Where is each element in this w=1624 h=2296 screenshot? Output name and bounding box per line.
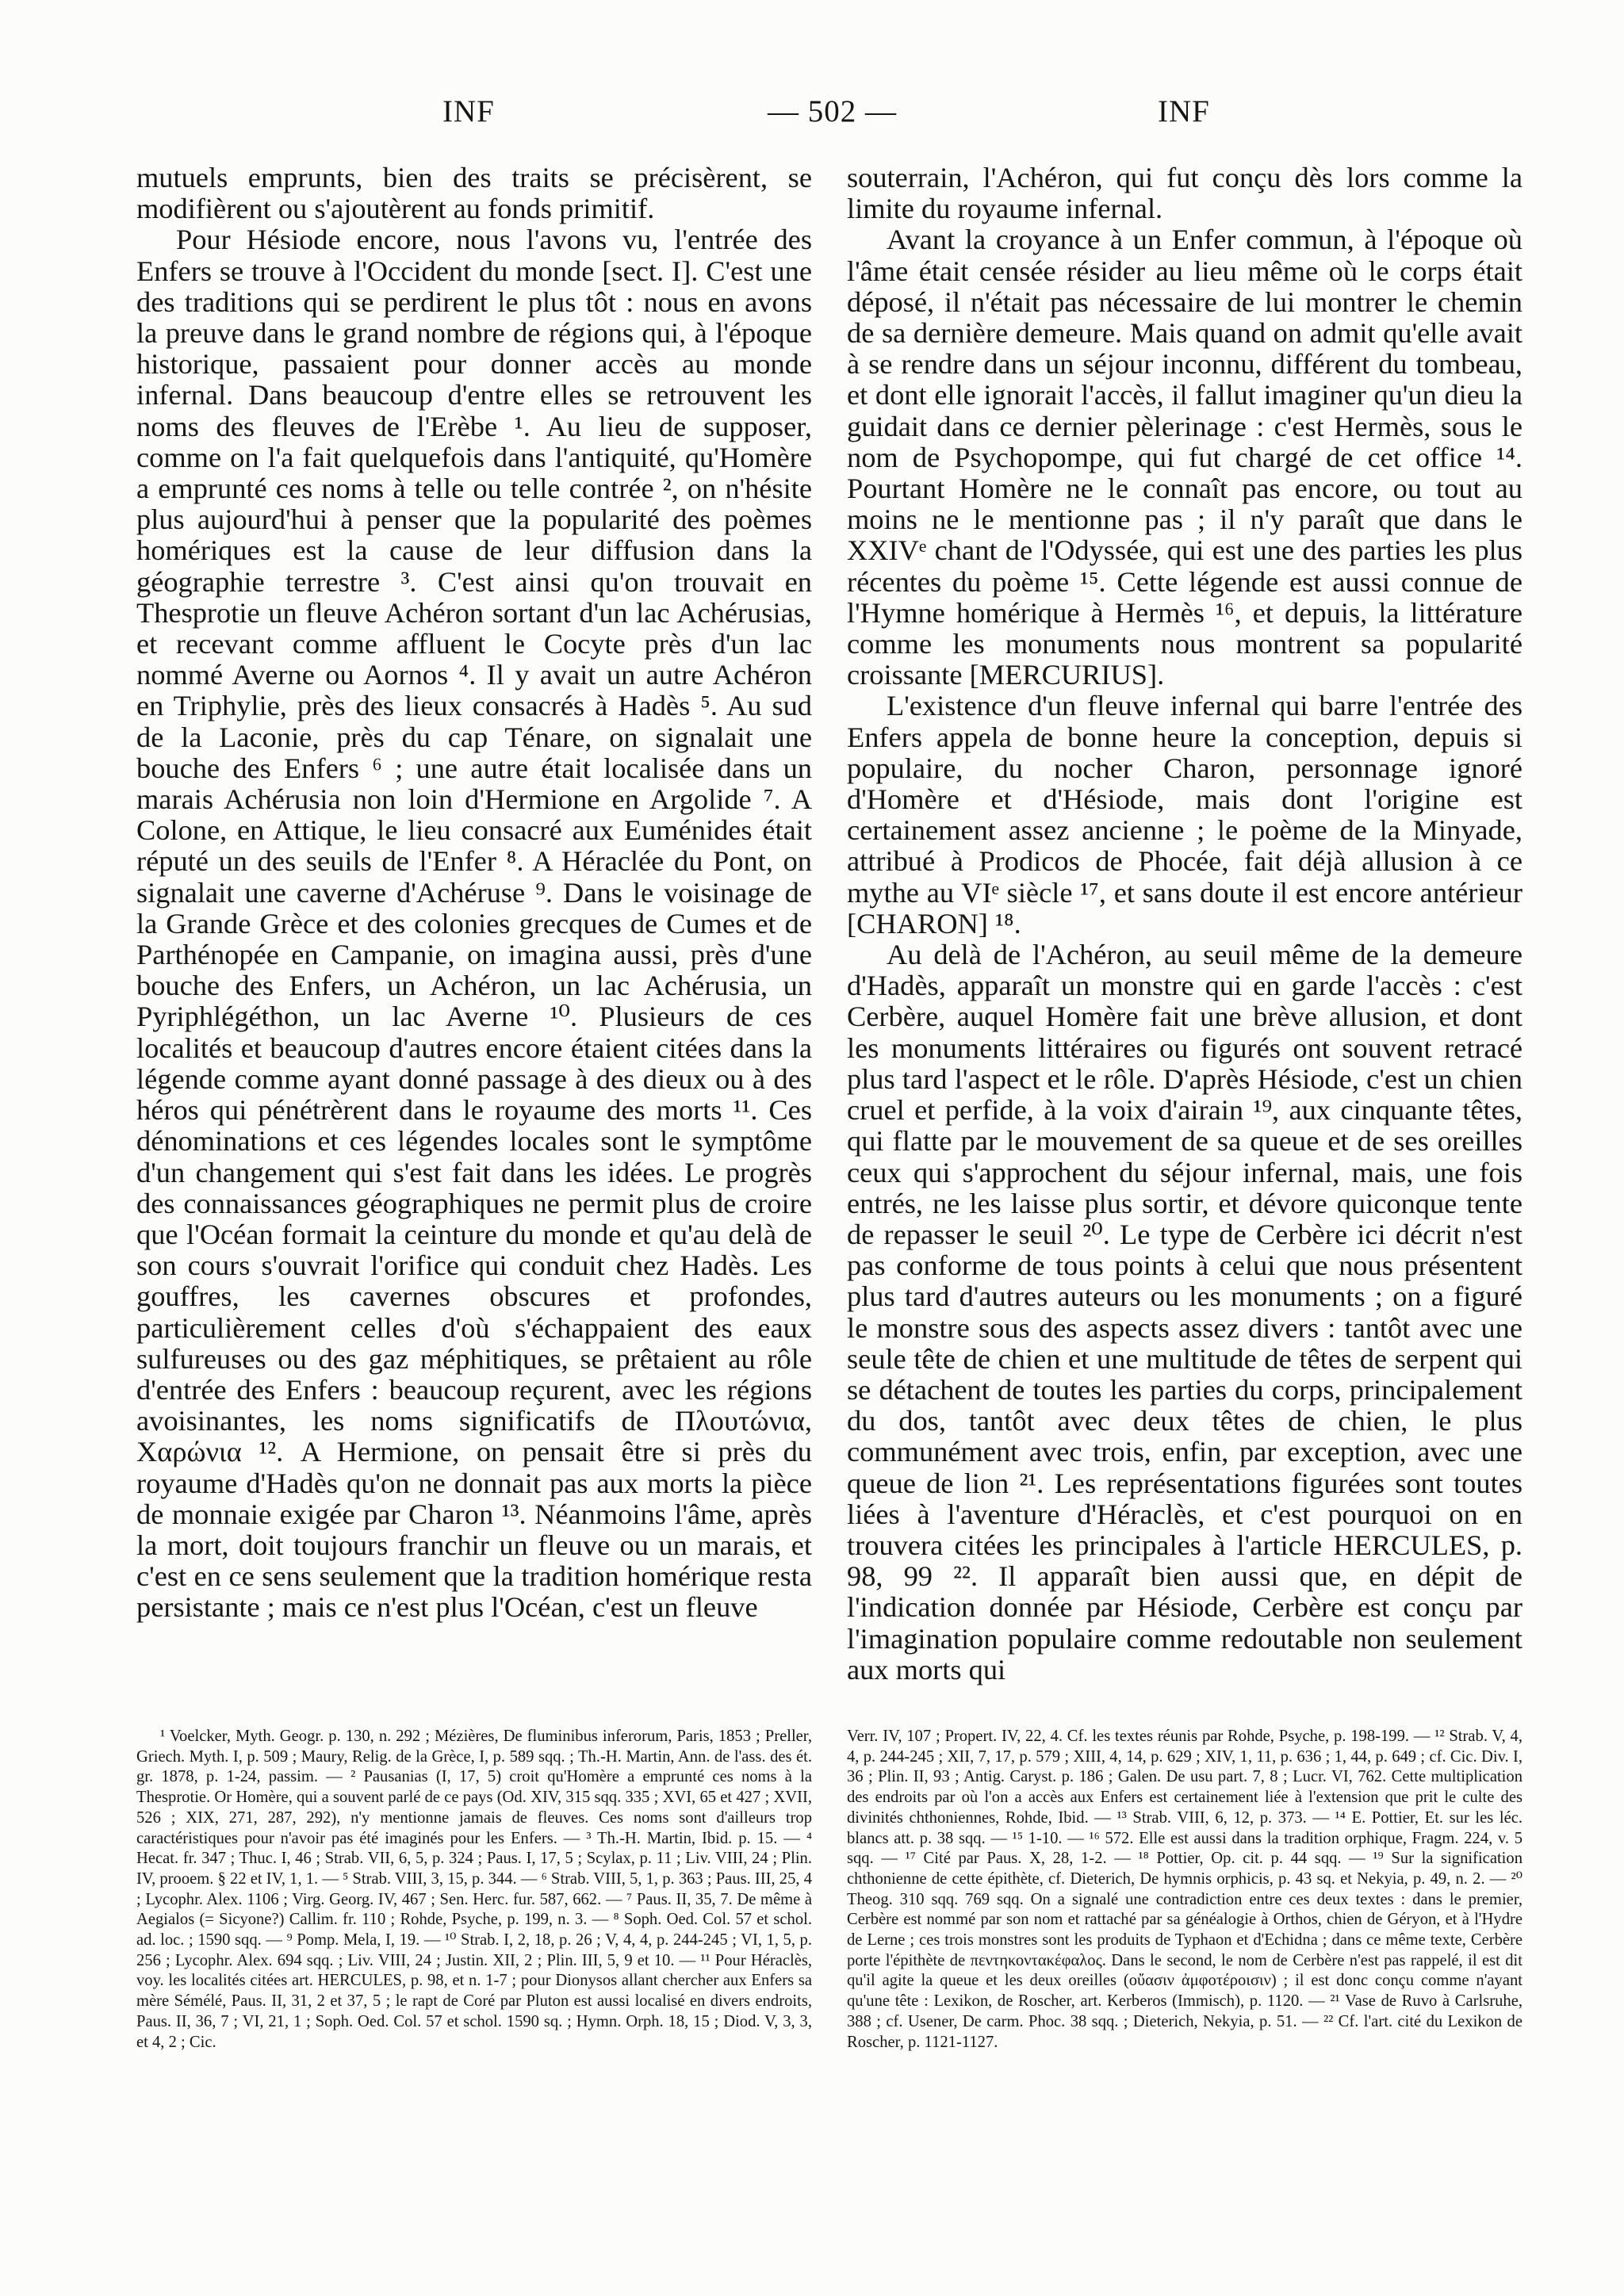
page-number: — 502 — bbox=[768, 94, 897, 128]
footnotes-left bbox=[136, 1727, 812, 2053]
footnotes-right bbox=[847, 1727, 1522, 2053]
left-text-column bbox=[136, 163, 812, 1624]
footnote-block: ¹ Voelcker, Myth. Geogr. p. 130, n. 292 ; Mézières, De fluminibus inferorum, Paris, 1853 ; Preller, Griech. Myth. I, p. 509 ; Maury, Relig. de la Grèce, I, p. 589 sqq. ; Th.-H. Martin, Ann. de l'ass. des ét. gr. 1878, p. 1-24, passim. — ² Pausanias (I, 17, 5) croit qu'Homère a emprunté ces noms à la Thesprotie. Or Homère, qui a souvent parlé de ce pays (Od. XIV, 315 sqq. 335 ; XVI, 65 et 427 ; XVII, 526 ; XIX, 271, 287, 292), n'y mentionne jamais de fleuves. Ces noms sont d'ailleurs trop caractéristiques pour n'avoir pas été imaginés pour les Enfers. — ³ Th.-H. Martin, Ibid. p. 15. — ⁴ Hecat. fr. 347 ; Thuc. I, 46 ; Strab. VII, 6, 5, p. 324 ; Paus. I, 17, 5 ; Scylax, p. 11 ; Liv. VIII, 24 ; Plin. IV, prooem. § 22 et IV, 1, 1. — ⁵ Strab. VIII, 3, 15, p. 344. — ⁶ Strab. VIII, 5, 1, p. 363 ; Paus. III, 25, 4 ; Lycophr. Alex. 1106 ; Virg. Georg. IV, 467 ; Sen. Herc. fur. 587, 662. — ⁷ Paus. II, 35, 7. De même à Aegialos (= Sicyone?) Callim. fr. 110 ; Rohde, Psyche, p. 199, n. 3. — ⁸ Soph. Oed. Col. 57 et schol. ad. loc. ; 1590 sqq. — ⁹ Pomp. Mela, I, 19. — ¹⁰ Strab. I, 2, 18, p. 26 ; V, 4, 4, p. 244-245 ; VI, 1, 5, p. 256 ; Lycophr. Alex. 694 sqq. ; Liv. VIII, 24 ; Justin. XII, 2 ; Plin. III, 5, 9 et 10. — ¹¹ Pour Héraclès, voy. les localités citées art. HERCULES, p. 98, et n. 1-7 ; pour Dionysos allant chercher aux Enfers sa mère Sémélé, Paus. II, 31, 2 et 37, 5 ; le rapt de Coré par Pluton est aussi localisé en divers endroits, Paus. II, 36, 7 ; VI, 21, 1 ; Soph. Oed. Col. 57 et schol. 1590 sq. ; Hymn. Orph. 18, 15 ; Diod. V, 3, 3, et 4, 2 ; Cic. bbox=[136, 1728, 812, 2051]
running-head-right: INF bbox=[1158, 94, 1210, 128]
paragraph: Pour Hésiode encore, nous l'avons vu, l'entrée des Enfers se trouve à l'Occident du monde [sect. I]. C'est une des traditions qui se perdirent le plus tôt : nous en avons la preuve dans le grand nombre de régions qui, à l'époque historique, passaient pour donner accès au monde infernal. Dans beaucoup d'entre elles se retrouvent les noms des fleuves de l'Erèbe ¹. Au lieu de supposer, comme on l'a fait quelquefois dans l'antiquité, qu'Homère a emprunté ces noms à telle ou telle contrée ², on n'hésite plus aujourd'hui à penser que la popularité des poèmes homériques est la cause de leur diffusion dans la géographie terrestre ³. C'est ainsi qu'on trouvait en Thesprotie un fleuve Achéron sortant d'un lac Achérusias, et recevant comme affluent le Cocyte près d'un lac nommé Averne ou Aornos ⁴. Il y avait un autre Achéron en Triphylie, près des lieux consacrés à Hadès ⁵. Au sud de la Laconie, près du cap Ténare, on signalait une bouche des Enfers ⁶ ; une autre était localisée dans un marais Achérusia non loin d'Hermione en Argolide ⁷. A Colone, en Attique, le lieu consacré aux Euménides était réputé un des seuils de l'Enfer ⁸. A Héraclée du Pont, on signalait une caverne d'Achéruse ⁹. Dans le voisinage de la Grande Grèce et des colonies grecques de Cumes et de Parthénopée en Campanie, on imagina aussi, près d'une bouche des Enfers, un Achéron, un lac Achérusia, un Pyriphlégéthon, un lac Averne ¹⁰. Plusieurs de ces localités et beaucoup d'autres encore étaient citées dans la légende comme ayant donné passage à des dieux ou à des héros qui pénétrèrent dans le royaume des morts ¹¹. Ces dénominations et ces légendes locales sont le symptôme d'un changement qui s'est fait dans les idées. Le progrès des connaissances géographiques ne permit plus de croire que l'Océan formait la ceinture du monde et qu'au delà de son cours s'ouvrait l'orifice qui conduit chez Hadès. Les gouffres, les cavernes obscures et profondes, particulièrement celles d'où s'échappaient des eaux sulfureuses ou des gaz méphitiques, se prêtaient au rôle d'entrée des Enfers : beaucoup reçurent, avec les régions avoisinantes, les noms significatifs de Πλουτώνια, Χαρώνια ¹². A Hermione, on pensait être si près du royaume d'Hadès qu'on ne donnait pas aux morts la pièce de monnaie exigée par Charon ¹³. Néanmoins l'âme, après la mort, doit toujours franchir un fleuve ou un marais, et c'est en ce sens seulement que la tradition homérique resta persistante ; mais ce n'est plus l'Océan, c'est un fleuve bbox=[136, 224, 812, 1624]
paragraph: Au delà de l'Achéron, au seuil même de la demeure d'Hadès, apparaît un monstre qui en garde l'accès : c'est Cerbère, auquel Homère fait une brève allusion, et dont les monuments littéraires ou figurés ont souvent retracé plus tard l'aspect et le rôle. D'après Hésiode, c'est un chien cruel et perfide, à la voix d'airain ¹⁹, aux cinquante têtes, qui flatte par le mouvement de sa queue et de ses oreilles ceux qui s'approchent du séjour infernal, mais, une fois entrés, ne les laisse plus sortir, et dévore quiconque tente de repasser le seuil ²⁰. Le type de Cerbère ici décrit n'est pas conforme de tous points à celui que nous présentent plus tard d'autres auteurs ou les monuments ; on a figuré le monstre sous des aspects assez divers : tantôt avec une seule tête de chien et une multitude de têtes de serpent qui se détachent de toutes les parties du corps, principalement du dos, tantôt avec deux têtes de chien, le plus communément avec trois, enfin, par exception, avec une queue de lion ²¹. Les représentations figurées sont toutes liées à l'aventure d'Héraclès, et c'est pourquoi on en trouvera citées les principales à l'article HERCULES, p. 98, 99 ²². Il apparaît bien aussi que, en dépit de l'indication donnée par Hésiode, Cerbère est conçu par l'imagination populaire comme redoutable non seulement aux morts qui bbox=[847, 939, 1522, 1686]
right-text-column bbox=[847, 163, 1522, 1686]
paragraph: souterrain, l'Achéron, qui fut conçu dès lors comme la limite du royaume infernal. bbox=[847, 162, 1522, 225]
paragraph: mutuels emprunts, bien des traits se précisèrent, se modifièrent ou s'ajoutèrent au fonds primitif. bbox=[136, 162, 812, 225]
running-head-left: INF bbox=[442, 94, 495, 128]
paragraph: L'existence d'un fleuve infernal qui barre l'entrée des Enfers appela de bonne heure la conception, depuis si populaire, du nocher Charon, personnage ignoré d'Homère et d'Hésiode, mais dont l'origine est certainement assez ancienne ; le poème de la Minyade, attribué à Prodicos de Phocée, fait déjà allusion à ce mythe au VIᵉ siècle ¹⁷, et sans doute il est encore antérieur [CHARON] ¹⁸. bbox=[847, 690, 1522, 939]
footnote-block: Verr. IV, 107 ; Propert. IV, 22, 4. Cf. les textes réunis par Rohde, Psyche, p. 198-199. — ¹² Strab. V, 4, 4, p. 244-245 ; XII, 7, 17, p. 579 ; XIII, 4, 14, p. 629 ; XIV, 1, 11, p. 636 ; 1, 44, p. 649 ; cf. Cic. Div. I, 36 ; Plin. II, 93 ; Antig. Caryst. p. 186 ; Galen. De usu part. 7, 8 ; Lucr. VI, 762. Cette multiplication des endroits par où l'on a accès aux Enfers est certainement liée à l'extension que prit le culte des divinités chthoniennes, Rohde, Ibid. — ¹³ Strab. VIII, 6, 12, p. 373. — ¹⁴ E. Pottier, Et. sur les léc. blancs att. p. 38 sqq. — ¹⁵ 1-10. — ¹⁶ 572. Elle est aussi dans la tradition orphique, Fragm. 224, v. 5 sqq. — ¹⁷ Cité par Paus. X, 28, 1-2. — ¹⁸ Pottier, Op. cit. p. 44 sqq. — ¹⁹ Sur la signification chthonienne de cette épithète, cf. Dieterich, De hymnis orphicis, p. 43 sq. et Nekyia, p. 49, n. 2. — ²⁰ Theog. 310 sqq. 769 sqq. On a signalé une contradiction entre ces deux textes : dans le premier, Cerbère est nommé par son nom et rattaché par sa généalogie à Orthos, chien de Géryon, et à l'Hydre de Lerne ; ces trois monstres sont les produits de Typhaon et d'Echidna ; dans ce même texte, Cerbère porte l'épithète de πεντηκοντακέφαλος. Dans le second, le nom de Cerbère n'est pas rappelé, il est dit qu'il agite la queue et les deux oreilles (οὔασιν ἀμφοτέροισιν) ; il est donc conçu comme n'ayant qu'une tête : Lexikon, de Roscher, art. Kerberos (Immisch), p. 1120. — ²¹ Vase de Ruvo à Carlsruhe, 388 ; cf. Usener, De carm. Phoc. 38 sqq. ; Dieterich, Nekyia, p. 51. — ²² Cf. l'art. cité du Lexikon de Roscher, p. 1121-1127. bbox=[847, 1728, 1522, 2051]
paragraph: Avant la croyance à un Enfer commun, à l'époque où l'âme était censée résider au lieu même où le corps était déposé, il n'était pas nécessaire de lui montrer le chemin de sa dernière demeure. Mais quand on admit qu'elle avait à se rendre dans un séjour inconnu, différent du tombeau, et dont elle ignorait l'accès, il fallut imaginer qu'un dieu la guidait dans ce dernier pèlerinage : c'est Hermès, sous le nom de Psychopompe, qui fut chargé de cet office ¹⁴. Pourtant Homère ne le connaît pas encore, ou tout au moins ne le mentionne pas ; il n'y paraît que dans le XXIVᵉ chant de l'Odyssée, qui est une des parties les plus récentes du poème ¹⁵. Cette légende est aussi connue de l'Hymne homérique à Hermès ¹⁶, et depuis, la littérature comme les monuments nous montrent sa popularité croissante [MERCURIUS]. bbox=[847, 224, 1522, 691]
